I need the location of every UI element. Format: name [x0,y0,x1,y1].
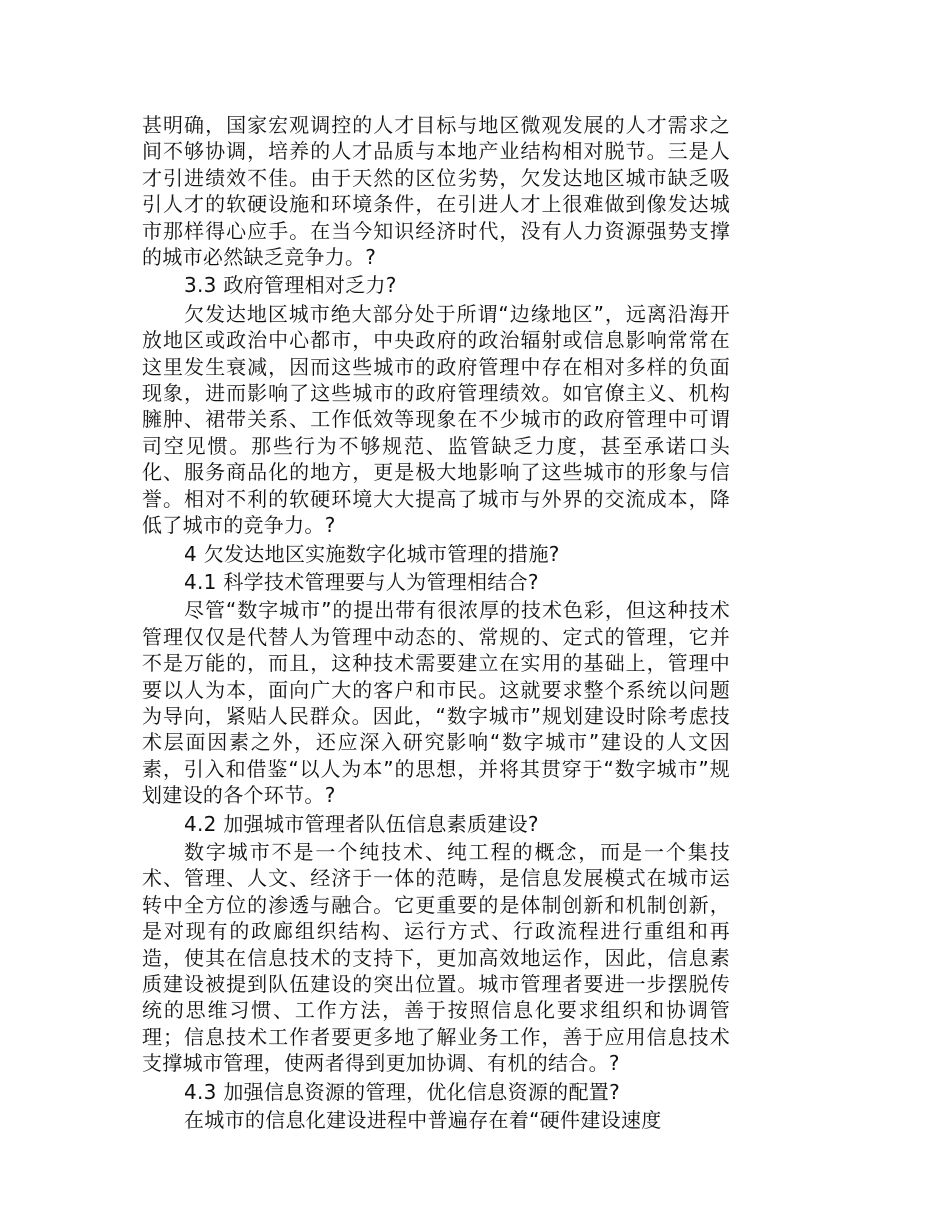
section-heading-4-3: 4.3 加强信息资源的管理，优化信息资源的配置? [184,1079,620,1104]
document-body [142,112,730,1133]
body-paragraph: 在城市的信息化建设进程中普遍存在着“硬件建设速度 [184,1108,662,1133]
section-heading-4-1: 4.1 科学技术管理要与人为管理相结合? [184,569,539,594]
body-paragraph: 欠发达地区城市绝大部分处于所谓“边缘地区”，远离沿海开放地区或政治中心都市，中央政府的政治辐射或信息影响常常在这里发生衰减，因而这些城市的政府管理中存在相对多样的负面现象，进而影响了这些城市的政府管理绩效。如官僚主义、机构臃肿、裙带关系、工作低效等现象在不少城市的政府管理中可谓司空见惯。那些行为不够规范、监管缺乏力度，甚至承诺口头化、服务商品化的地方，更是极大地影响了这些城市的形象与信誉。相对不利的软硬环境大大提高了城市与外界的交流成本，降低了城市的竞争力。? [142,301,730,538]
section-heading-4: 4 欠发达地区实施数字化城市管理的措施? [184,541,560,566]
section-heading-3-3: 3.3 政府管理相对乏力? [184,273,397,298]
section-heading-4-2: 4.2 加强城市管理者队伍信息素质建设? [184,811,539,836]
body-paragraph: 数字城市不是一个纯技术、纯工程的概念，而是一个集技术、管理、人文、经济于一体的范畴，是信息发展模式在城市运转中全方位的渗透与融合。它更重要的是体制创新和机制创新，是对现有的政廊组织结构、运行方式、行政流程进行重组和再造，使其在信息技术的支持下，更加高效地运作，因此，信息素质建设被提到队伍建设的突出位置。城市管理者要进一步摆脱传统的思维习惯、工作方法，善于按照信息化要求组织和协调管理；信息技术工作者要更多地了解业务工作，善于应用信息技术支撑城市管理，使两者得到更加协调、有机的结合。? [142,839,730,1076]
body-paragraph: 尽管“数字城市”的提出带有很浓厚的技术色彩，但这种技术管理仅仅是代替人为管理中动态的、常规的、定式的管理，它并不是万能的，而且，这种技术需要建立在实用的基础上，管理中要以人为本，面向广大的客户和市民。这就要求整个系统以问题为导向，紧贴人民群众。因此，“数字城市”规划建设时除考虑技术层面因素之外，还应深入研究影响“数字城市”建设的人文因素，引入和借鉴“以人为本”的思想，并将其贯穿于“数字城市”规划建设的各个环节。? [142,598,730,808]
body-paragraph: 甚明确，国家宏观调控的人才目标与地区微观发展的人才需求之间不够协调，培养的人才品质与本地产业结构相对脱节。三是人才引进绩效不佳。由于天然的区位劣势，欠发达地区城市缺乏吸引人才的软硬设施和环境条件，在引进人才上很难做到像发达城市那样得心应手。在当今知识经济时代，没有人力资源强势支撑的城市必然缺乏竞争力。? [142,113,730,270]
